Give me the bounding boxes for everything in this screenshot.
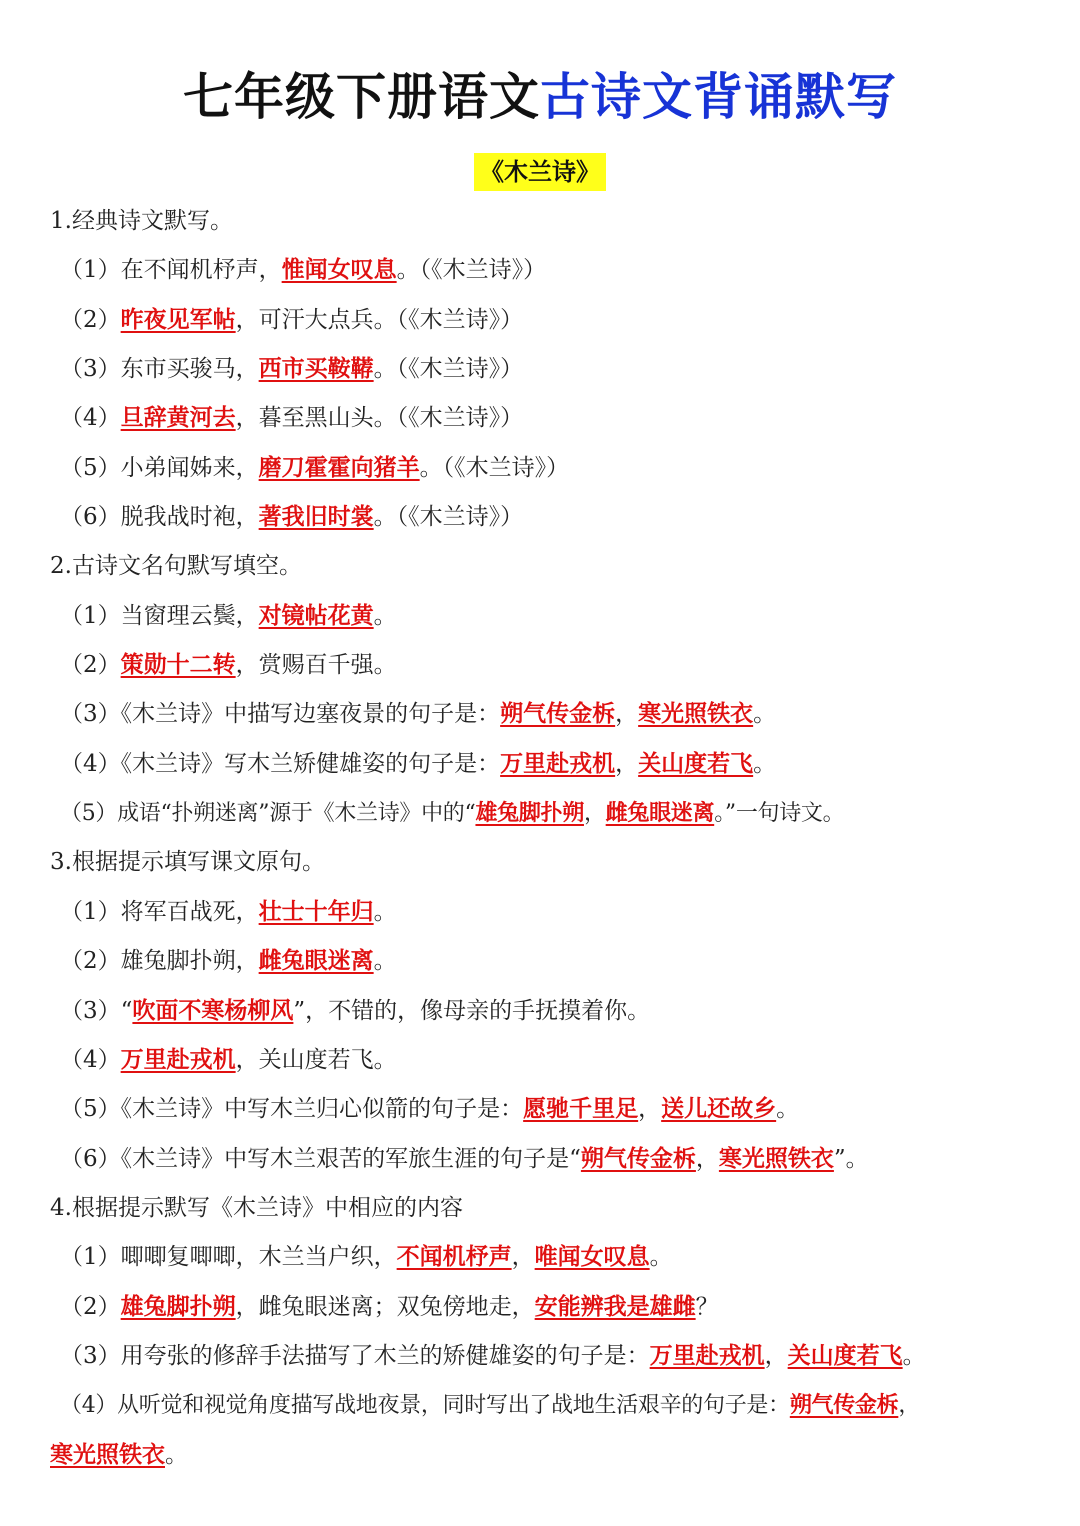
exercise-item <box>50 690 1050 739</box>
prompt-text: 。 <box>649 1244 673 1271</box>
prompt-text: （4） <box>60 1046 121 1073</box>
prompt-text: （5）成语“扑朔迷离”源于《木兰诗》中的“ <box>60 801 476 827</box>
prompt-text: （6）《木兰诗》中写木兰艰苦的军旅生涯的句子是“ <box>60 1145 581 1172</box>
prompt-text: 。 <box>165 1441 188 1468</box>
exercise-item <box>50 740 1050 789</box>
prompt-text: ， <box>764 1342 788 1369</box>
exercise-item <box>50 493 1050 542</box>
answer-text: 关山度若飞 <box>638 750 754 777</box>
prompt-text: 。 <box>373 898 397 925</box>
prompt-text: ， <box>695 1145 719 1172</box>
prompt-text: 。 <box>373 948 397 975</box>
answer-text: 唯闻女叹息 <box>534 1244 650 1271</box>
prompt-text: （4）从听觉和视觉角度描写战地夜景，同时写出了战地生活艰辛的句子是： <box>60 1393 790 1419</box>
prompt-text: 。（《木兰诗》） <box>419 454 570 481</box>
exercise-item <box>50 394 1050 443</box>
exercise-item <box>50 1036 1050 1085</box>
prompt-text: ， <box>583 801 606 827</box>
answer-text: 著我旧时裳 <box>258 504 374 531</box>
prompt-text: （3）东市买骏马， <box>60 356 259 383</box>
answer-text: 雌兔眼迷离 <box>605 801 715 827</box>
title-topic-part: 古诗文背诵默写 <box>540 68 897 126</box>
prompt-text: （1）当窗理云鬓， <box>60 602 259 629</box>
prompt-text: （1）在不闻机杼声， <box>60 257 282 284</box>
prompt-text: 。（《木兰诗》） <box>373 356 524 383</box>
exercise-item <box>50 1381 1050 1430</box>
prompt-text: （3）《木兰诗》中描写边塞夜景的句子是： <box>60 701 501 728</box>
exercise-item <box>50 592 1050 641</box>
answer-text: 万里赴戎机 <box>649 1342 765 1369</box>
exercise-item <box>50 1135 1050 1184</box>
exercise-item <box>50 1332 1050 1381</box>
prompt-text: （5）《木兰诗》中写木兰归心似箭的句子是： <box>60 1096 524 1123</box>
section-heading <box>50 542 1050 591</box>
prompt-text: ， <box>638 1096 662 1123</box>
prompt-text: ？ <box>695 1293 719 1320</box>
prompt-text: ”，不错的，像母亲的手抚摸着你。 <box>293 997 651 1024</box>
prompt-text: （1）唧唧复唧唧，木兰当户织， <box>60 1244 397 1271</box>
answer-text: 壮士十年归 <box>258 898 374 925</box>
prompt-text: 。 <box>753 750 777 777</box>
page-title <box>0 62 1080 132</box>
prompt-text: 4.根据提示默写《木兰诗》中相应的内容 <box>50 1194 463 1221</box>
section-heading <box>50 197 1050 246</box>
prompt-text: （2） <box>60 652 121 679</box>
prompt-text: 。（《木兰诗》） <box>373 504 524 531</box>
answer-text: 雄兔脚扑朔 <box>475 801 584 827</box>
exercise-item <box>50 641 1050 690</box>
exercise-item <box>50 789 1050 838</box>
prompt-text: （2） <box>60 306 121 333</box>
subtitle-row <box>0 153 1080 191</box>
answer-text: 昨夜见军帖 <box>120 306 236 333</box>
line-continuation <box>50 1431 1050 1480</box>
answer-text: 磨刀霍霍向猪羊 <box>258 454 420 481</box>
title-grade-part: 七年级下册语文 <box>183 68 540 126</box>
exercise-item <box>50 246 1050 295</box>
prompt-text: 。 <box>373 602 397 629</box>
prompt-text: 。 <box>902 1342 926 1369</box>
answer-text: 雌兔眼迷离 <box>258 948 374 975</box>
prompt-text: ， <box>615 750 639 777</box>
prompt-text: 。 <box>753 701 777 728</box>
answer-text: 雄兔脚扑朔 <box>120 1293 236 1320</box>
exercise-item <box>50 987 1050 1036</box>
prompt-text: ， <box>511 1244 535 1271</box>
prompt-text: ，可汗大点兵。（《木兰诗》） <box>235 306 524 333</box>
prompt-text: （1）将军百战死， <box>60 898 259 925</box>
prompt-text: ， <box>898 1393 921 1419</box>
prompt-text: ，雌兔眼迷离；双兔傍地走， <box>235 1293 535 1320</box>
answer-text: 安能辨我是雄雌 <box>534 1293 696 1320</box>
section-heading <box>50 1184 1050 1233</box>
answer-text: 寒光照铁衣 <box>638 701 754 728</box>
answer-text: 朔气传金柝 <box>789 1393 899 1419</box>
answer-text: 寒光照铁衣 <box>718 1145 834 1172</box>
prompt-text: （4） <box>60 405 121 432</box>
answer-text: 关山度若飞 <box>787 1342 903 1369</box>
answer-text: 对镜帖花黄 <box>258 602 374 629</box>
answer-text: 旦辞黄河去 <box>120 405 236 432</box>
poem-title-highlight: 《木兰诗》 <box>474 153 606 191</box>
prompt-text: 。（《木兰诗》） <box>396 257 547 284</box>
answer-text: 不闻机杼声 <box>396 1244 512 1271</box>
prompt-text: ，赏赐百千强。 <box>235 652 397 679</box>
prompt-text: ，关山度若飞。 <box>235 1046 397 1073</box>
exercise-item <box>50 888 1050 937</box>
prompt-text: 2.古诗文名句默写填空。 <box>50 553 302 580</box>
answer-text: 惟闻女叹息 <box>281 257 397 284</box>
prompt-text: ， <box>615 701 639 728</box>
prompt-text: 。 <box>776 1096 800 1123</box>
exercise-item <box>50 1233 1050 1282</box>
prompt-text: （5）小弟闻姊来， <box>60 454 259 481</box>
section-heading <box>50 838 1050 887</box>
prompt-text: 1.经典诗文默写。 <box>50 208 233 234</box>
answer-text: 吹面不寒杨柳风 <box>132 997 294 1024</box>
answer-text: 寒光照铁衣 <box>50 1441 165 1468</box>
answer-text: 策勋十二转 <box>120 652 236 679</box>
answer-text: 朔气传金柝 <box>500 701 616 728</box>
prompt-text: 3.根据提示填写课文原句。 <box>50 849 325 876</box>
prompt-text: ”。 <box>833 1145 869 1172</box>
prompt-text: （6）脱我战时袍， <box>60 504 259 531</box>
prompt-text: （3）用夸张的修辞手法描写了木兰的矫健雄姿的句子是： <box>60 1342 650 1369</box>
exercise-item <box>50 937 1050 986</box>
prompt-text: （2） <box>60 1293 121 1320</box>
answer-text: 送儿还故乡 <box>661 1096 777 1123</box>
exercise-item <box>50 1283 1050 1332</box>
prompt-text: （2）雄兔脚扑朔， <box>60 948 259 975</box>
answer-text: 朔气传金柝 <box>580 1145 696 1172</box>
exercise-item <box>50 1085 1050 1134</box>
exercise-item <box>50 345 1050 394</box>
exercise-item <box>50 296 1050 345</box>
answer-text: 万里赴戎机 <box>120 1046 236 1073</box>
answer-text: 愿驰千里足 <box>523 1096 639 1123</box>
answer-text: 万里赴戎机 <box>500 750 616 777</box>
prompt-text: ，暮至黑山头。（《木兰诗》） <box>235 405 524 432</box>
exercise-item <box>50 444 1050 493</box>
prompt-text: （4）《木兰诗》写木兰矫健雄姿的句子是： <box>60 750 501 777</box>
prompt-text: （3）“ <box>60 997 133 1024</box>
prompt-text: 。”一句诗文。 <box>714 801 845 827</box>
answer-text: 西市买鞍鞯 <box>258 356 374 383</box>
exercise-list <box>50 197 1050 1480</box>
